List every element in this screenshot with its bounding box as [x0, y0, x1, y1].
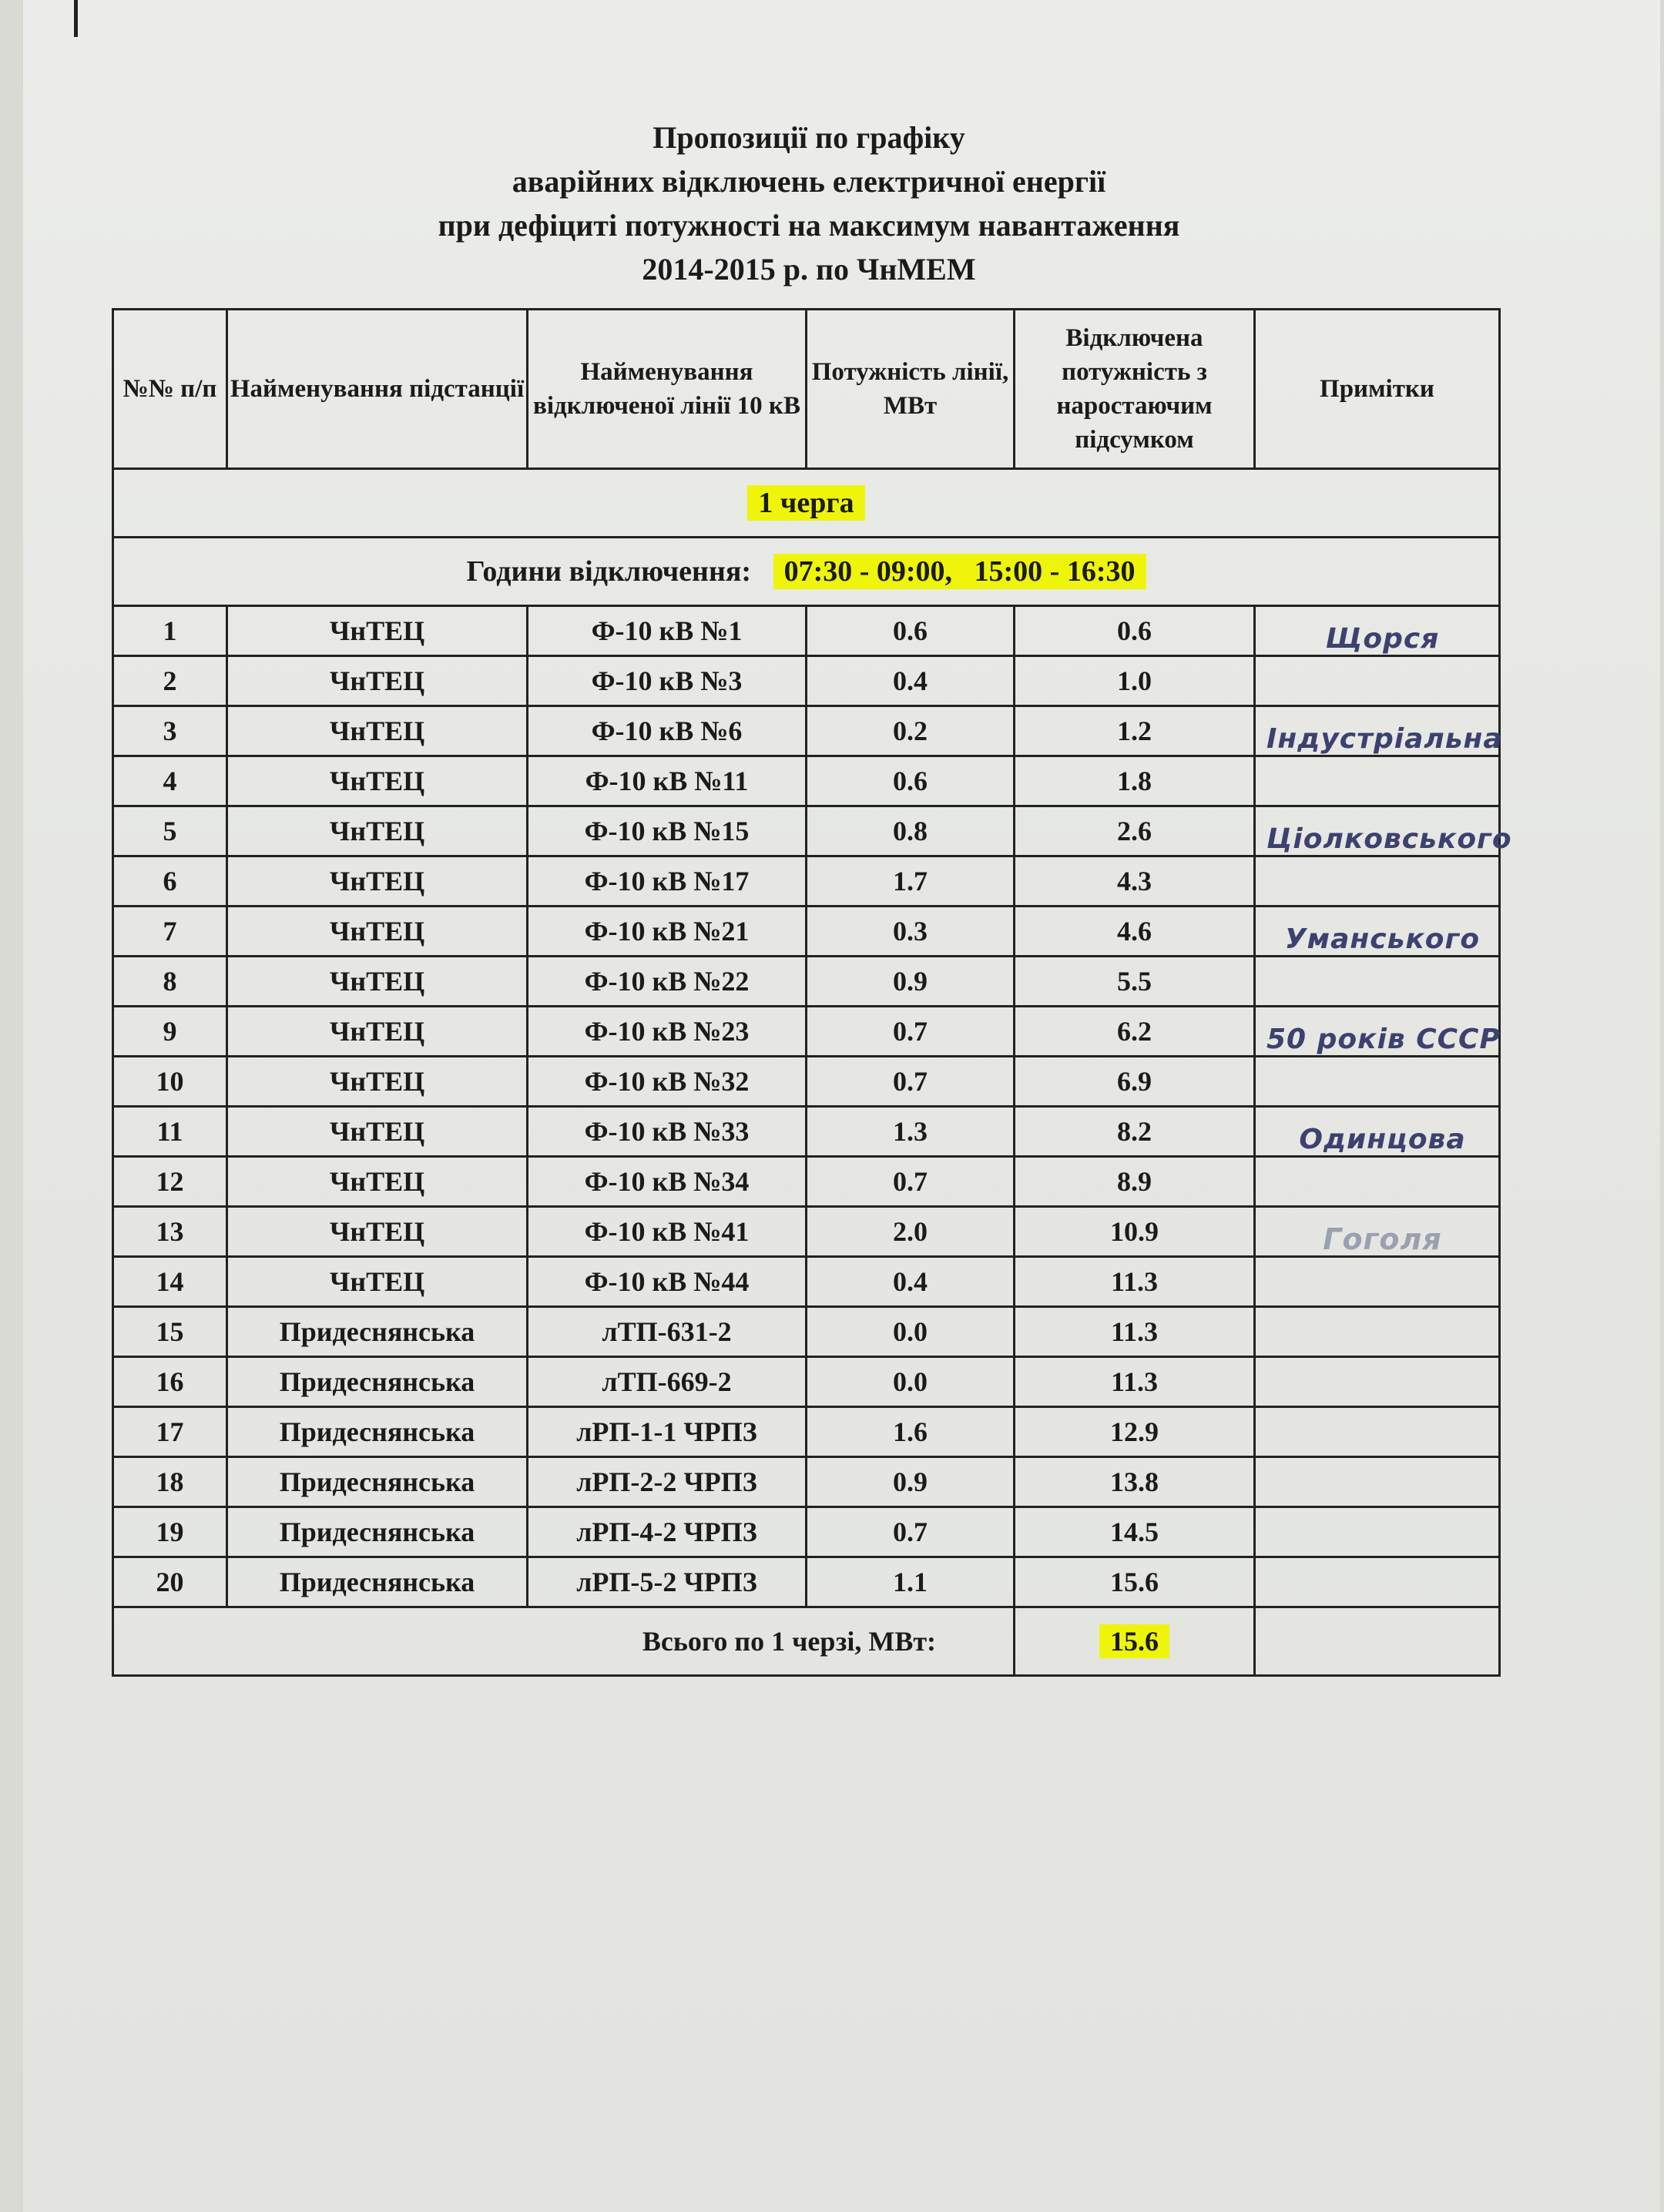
row-power: 0.9	[807, 1457, 1015, 1507]
row-cumulative: 12.9	[1015, 1407, 1255, 1457]
table-row	[113, 1107, 1500, 1157]
row-cumulative: 6.9	[1015, 1057, 1255, 1107]
row-number: 19	[113, 1507, 227, 1557]
row-line: Ф-10 кВ №23	[528, 1007, 807, 1057]
row-cumulative: 11.3	[1015, 1307, 1255, 1357]
row-handwritten-note	[1255, 656, 1500, 706]
row-cumulative: 8.2	[1015, 1107, 1255, 1157]
row-power: 0.7	[807, 1007, 1015, 1057]
total-row	[113, 1607, 1500, 1676]
row-cumulative: 15.6	[1015, 1557, 1255, 1607]
queue-row	[113, 469, 1500, 538]
table-row	[113, 1207, 1500, 1257]
hours-value: 07:30 - 09:00, 15:00 - 16:30	[773, 554, 1146, 589]
row-substation: ЧнТЕЦ	[227, 1207, 528, 1257]
table-row	[113, 1007, 1500, 1057]
row-power: 0.6	[807, 606, 1015, 656]
row-handwritten-note	[1255, 1157, 1500, 1207]
row-power: 1.3	[807, 1107, 1015, 1157]
row-substation: ЧнТЕЦ	[227, 756, 528, 806]
row-line: лТП-669-2	[528, 1357, 807, 1407]
row-handwritten-note	[1255, 907, 1500, 957]
table-row	[113, 806, 1500, 856]
handwritten-note-text: 50 років СССР	[1266, 1023, 1501, 1055]
row-line: Ф-10 кВ №15	[528, 806, 807, 856]
row-power: 0.3	[807, 907, 1015, 957]
row-cumulative: 2.6	[1015, 806, 1255, 856]
row-power: 1.1	[807, 1557, 1015, 1607]
row-handwritten-note	[1255, 1107, 1500, 1157]
row-handwritten-note	[1255, 1007, 1500, 1057]
table-row	[113, 957, 1500, 1007]
row-number: 16	[113, 1357, 227, 1407]
row-number: 9	[113, 1007, 227, 1057]
row-line: Ф-10 кВ №32	[528, 1057, 807, 1107]
row-line: Ф-10 кВ №41	[528, 1207, 807, 1257]
row-cumulative: 8.9	[1015, 1157, 1255, 1207]
row-substation: ЧнТЕЦ	[227, 1107, 528, 1157]
row-substation: ЧнТЕЦ	[227, 957, 528, 1007]
row-power: 0.4	[807, 656, 1015, 706]
row-handwritten-note	[1255, 1407, 1500, 1457]
title-line-1: Пропозиції по графіку	[653, 120, 965, 155]
table-row	[113, 1507, 1500, 1557]
row-handwritten-note	[1255, 1307, 1500, 1357]
row-substation: Придеснянська	[227, 1407, 528, 1457]
table-row	[113, 706, 1500, 756]
table-row	[113, 1557, 1500, 1607]
row-power: 0.0	[807, 1357, 1015, 1407]
row-line: Ф-10 кВ №22	[528, 957, 807, 1007]
row-handwritten-note	[1255, 1057, 1500, 1107]
row-line: Ф-10 кВ №34	[528, 1157, 807, 1207]
table-row	[113, 856, 1500, 907]
row-substation: ЧнТЕЦ	[227, 1157, 528, 1207]
title-line-4: 2014-2015 р. по ЧнМЕМ	[642, 252, 976, 287]
row-line: лРП-1-1 ЧРПЗ	[528, 1407, 807, 1457]
table-row	[113, 1057, 1500, 1107]
queue-label: 1 черга	[747, 485, 864, 521]
hours-label: Години відключення:	[466, 555, 752, 588]
header-num: №№ п/п	[113, 310, 227, 469]
row-number: 6	[113, 856, 227, 907]
row-number: 4	[113, 756, 227, 806]
row-handwritten-note	[1255, 1457, 1500, 1507]
row-number: 15	[113, 1307, 227, 1357]
row-power: 0.4	[807, 1257, 1015, 1307]
header-line: Найменування відключеної лінії 10 кВ	[528, 310, 807, 469]
row-line: Ф-10 кВ №1	[528, 606, 807, 656]
title-line-3: при дефіциті потужності на максимум навантаження	[438, 208, 1180, 243]
table-row	[113, 756, 1500, 806]
row-handwritten-note	[1255, 1507, 1500, 1557]
row-power: 0.6	[807, 756, 1015, 806]
row-substation: ЧнТЕЦ	[227, 606, 528, 656]
row-line: лРП-2-2 ЧРПЗ	[528, 1457, 807, 1507]
row-cumulative: 10.9	[1015, 1207, 1255, 1257]
row-cumulative: 0.6	[1015, 606, 1255, 656]
row-handwritten-note	[1255, 1357, 1500, 1407]
row-cumulative: 14.5	[1015, 1507, 1255, 1557]
row-number: 13	[113, 1207, 227, 1257]
row-handwritten-note	[1255, 706, 1503, 756]
row-power: 2.0	[807, 1207, 1015, 1257]
row-number: 3	[113, 706, 227, 756]
header-notes: Примітки	[1255, 310, 1500, 469]
row-substation: ЧнТЕЦ	[227, 656, 528, 706]
row-line: Ф-10 кВ №17	[528, 856, 807, 907]
row-cumulative: 1.0	[1015, 656, 1255, 706]
table-row	[113, 1357, 1500, 1407]
row-power: 1.7	[807, 856, 1015, 907]
row-number: 2	[113, 656, 227, 706]
header-cumulative: Відключена потужність з наростаючим підсумком	[1015, 310, 1255, 469]
row-line: Ф-10 кВ №21	[528, 907, 807, 957]
row-line: Ф-10 кВ №33	[528, 1107, 807, 1157]
row-substation: ЧнТЕЦ	[227, 1057, 528, 1107]
row-substation: ЧнТЕЦ	[227, 907, 528, 957]
row-line: Ф-10 кВ №6	[528, 706, 807, 756]
row-number: 20	[113, 1557, 227, 1607]
table-row	[113, 907, 1500, 957]
row-substation: Придеснянська	[227, 1557, 528, 1607]
header-power: Потужність лінії, МВт	[807, 310, 1015, 469]
table-row	[113, 1307, 1500, 1357]
total-label: Всього по 1 черзі, МВт:	[113, 1607, 1015, 1676]
title-line-2: аварійних відключень електричної енергії	[512, 164, 1106, 199]
handwritten-note-text: Гоголя	[1323, 1222, 1442, 1256]
row-substation: Придеснянська	[227, 1357, 528, 1407]
row-handwritten-note	[1255, 1207, 1500, 1257]
handwritten-note-text: Ціолковського	[1266, 823, 1512, 855]
table-row	[113, 1257, 1500, 1307]
row-line: лТП-631-2	[528, 1307, 807, 1357]
row-cumulative: 1.2	[1015, 706, 1255, 756]
row-number: 8	[113, 957, 227, 1007]
row-number: 17	[113, 1407, 227, 1457]
header-row	[113, 310, 1500, 469]
row-number: 7	[113, 907, 227, 957]
row-handwritten-note	[1255, 856, 1500, 907]
row-number: 10	[113, 1057, 227, 1107]
row-number: 12	[113, 1157, 227, 1207]
row-line: лРП-4-2 ЧРПЗ	[528, 1507, 807, 1557]
row-power: 0.7	[807, 1507, 1015, 1557]
handwritten-note-text: Щорся	[1325, 622, 1440, 655]
hours-row	[113, 538, 1500, 606]
row-cumulative: 1.8	[1015, 756, 1255, 806]
row-substation: ЧнТЕЦ	[227, 1007, 528, 1057]
row-number: 18	[113, 1457, 227, 1507]
row-cumulative: 11.3	[1015, 1257, 1255, 1307]
row-power: 1.6	[807, 1407, 1015, 1457]
row-power: 0.8	[807, 806, 1015, 856]
total-notes-cell	[1255, 1607, 1500, 1676]
schedule-table	[112, 308, 1512, 1677]
row-line: Ф-10 кВ №11	[528, 756, 807, 806]
row-number: 11	[113, 1107, 227, 1157]
row-substation: ЧнТЕЦ	[227, 706, 528, 756]
document-page	[23, 0, 1660, 2212]
row-substation: Придеснянська	[227, 1307, 528, 1357]
row-number: 14	[113, 1257, 227, 1307]
row-cumulative: 11.3	[1015, 1357, 1255, 1407]
row-power: 0.7	[807, 1057, 1015, 1107]
row-number: 1	[113, 606, 227, 656]
row-power: 0.7	[807, 1157, 1015, 1207]
page-edge-mark	[74, 0, 78, 37]
row-power: 0.2	[807, 706, 1015, 756]
row-substation: ЧнТЕЦ	[227, 1257, 528, 1307]
row-substation: Придеснянська	[227, 1507, 528, 1557]
table-row	[113, 1407, 1500, 1457]
row-substation: ЧнТЕЦ	[227, 806, 528, 856]
row-handwritten-note	[1255, 756, 1500, 806]
row-substation: Придеснянська	[227, 1457, 528, 1507]
row-cumulative: 4.3	[1015, 856, 1255, 907]
row-line: лРП-5-2 ЧРПЗ	[528, 1557, 807, 1607]
row-cumulative: 5.5	[1015, 957, 1255, 1007]
row-handwritten-note	[1255, 606, 1500, 656]
handwritten-note-text: Уманського	[1284, 923, 1481, 955]
row-cumulative: 6.2	[1015, 1007, 1255, 1057]
row-handwritten-note	[1255, 1557, 1500, 1607]
row-number: 5	[113, 806, 227, 856]
row-cumulative: 13.8	[1015, 1457, 1255, 1507]
row-cumulative: 4.6	[1015, 907, 1255, 957]
handwritten-note-text: Індустріальна	[1266, 722, 1503, 755]
row-substation: ЧнТЕЦ	[227, 856, 528, 907]
table-row	[113, 1457, 1500, 1507]
table-row	[113, 606, 1500, 656]
row-handwritten-note	[1255, 806, 1512, 856]
header-substation: Найменування підстанції	[227, 310, 528, 469]
total-value: 15.6	[1099, 1624, 1169, 1658]
row-power: 0.0	[807, 1307, 1015, 1357]
row-handwritten-note	[1255, 1257, 1500, 1307]
table-row	[113, 656, 1500, 706]
table-row	[113, 1157, 1500, 1207]
row-handwritten-note	[1255, 957, 1500, 1007]
document-title	[23, 116, 1595, 291]
row-line: Ф-10 кВ №3	[528, 656, 807, 706]
row-power: 0.9	[807, 957, 1015, 1007]
row-line: Ф-10 кВ №44	[528, 1257, 807, 1307]
handwritten-note-text: Одинцова	[1299, 1123, 1466, 1155]
